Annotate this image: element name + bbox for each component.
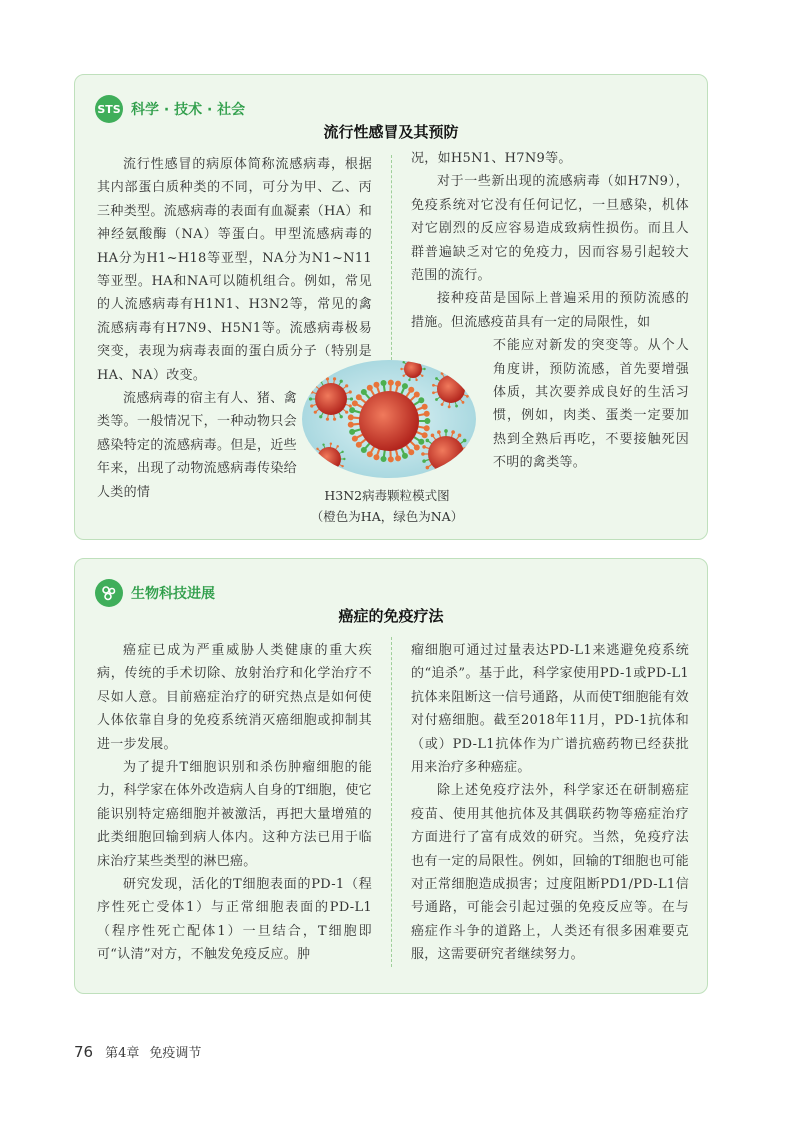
paragraph: 不能应对新发的突变等。从个人角度讲，预防流感，首先要增强体质，其次要养成良好的生活习惯，例如，肉类、蛋类一定要加热到全熟后再吃，不要接触死因不明的禽类等。 (493, 338, 689, 471)
paragraph: 研究发现，活化的T细胞表面的PD-1（程序性死亡受体1）与正常细胞表面的PD-L1（程序性死亡配体1）一旦结合，T细胞即可“认清”对方，不触发免疫反应。肿 (97, 877, 372, 963)
paragraph: 况，如H5N1、H7N9等。 (411, 151, 572, 166)
cancer-right-column (411, 639, 689, 967)
paragraph: 流行性感冒的病原体简称流感病毒，根据其内部蛋白质种类的不同，可分为甲、乙、丙三种类型。流感病毒的表面有血凝素（HA）和神经氨酸酶（NA）等蛋白。甲型流感病毒的HA分为H1~H18等亚型，NA分为N1~N11等亚型。HA和NA可以随机组合。例如，常见的人流感病毒有H1N1、H3N2等，常见的禽流感病毒有H7N9、H5N1等。流感病毒极易突变，表现为病毒表面的蛋白质分子（特别是HA、NA）改变。 (97, 157, 372, 383)
virus-icon (301, 359, 477, 479)
biotech-badge-label: 生物科技进展 (131, 586, 215, 602)
virus-illustration (301, 359, 477, 479)
page-number: 76 (74, 1043, 94, 1061)
column-divider (391, 637, 392, 967)
figure-caption (287, 485, 487, 527)
paragraph: 接种疫苗是国际上普遍采用的预防流感的措施。但流感疫苗具有一定的局限性，如 (411, 291, 689, 330)
chapter-title: 免疫调节 (149, 1046, 202, 1061)
flu-article-title: 流行性感冒及其预防 (323, 123, 459, 141)
caption-line: （橙色为HA，绿色为NA） (310, 509, 464, 524)
biotech-panel (74, 558, 708, 994)
sts-badge (95, 95, 245, 123)
paragraph: 流感病毒的宿主有人、猪、禽类等。一般情况下，一种动物只会感染特定的流感病毒。但是，近些年来，出现了动物流感病毒传染给人类的情 (97, 391, 297, 500)
biotech-badge (95, 579, 215, 607)
sts-panel (74, 74, 708, 540)
column-divider (391, 155, 392, 360)
sts-icon: STS (95, 95, 123, 123)
caption-line: H3N2病毒颗粒模式图 (324, 488, 450, 503)
cancer-left-column (97, 639, 372, 967)
paragraph: 瘤细胞可通过过量表达PD-L1来逃避免疫系统的“追杀”。基于此，科学家使用PD-1或PD-L1抗体来阻断这一信号通路，从而使T细胞能有效对付癌细胞。截至2018年11月，PD-1抗体和（或）PD-L1抗体作为广谱抗癌药物已经获批用来治疗多种癌症。 (411, 643, 689, 776)
cancer-article-title: 癌症的免疫疗法 (338, 607, 444, 625)
sts-badge-label: 科学 · 技术 · 社会 (131, 102, 246, 118)
paragraph: 为了提升T细胞识别和杀伤肿瘤细胞的能力，科学家在体外改造病人自身的T细胞，使它能识别特定癌细胞并被激活，再把大量增殖的此类细胞回输到病人体内。这种方法已用于临床治疗某些类型的淋巴癌。 (97, 760, 372, 869)
paragraph: 除上述免疫疗法外，科学家还在研制癌症疫苗、使用其他抗体及其偶联药物等癌症治疗方面进行了富有成效的研究。当然，免疫疗法也有一定的局限性。例如，回输的T细胞也可能对正常细胞造成损害；过度阻断PD1/PD-L1信号通路，可能会引起过强的免疫反应等。在与癌症作斗争的道路上，人类还有很多困难要克服，这需要研究者继续努力。 (411, 783, 689, 963)
chapter-number: 第4章 (105, 1046, 140, 1061)
page-footer (74, 1042, 201, 1061)
paragraph: 癌症已成为严重威胁人类健康的重大疾病，传统的手术切除、放射治疗和化学治疗不尽如人意。目前癌症治疗的研究热点是如何使人体依靠自身的免疫系统消灭癌细胞或抑制其进一步发展。 (97, 643, 372, 752)
paragraph: 对于一些新出现的流感病毒（如H7N9），免疫系统对它没有任何记忆，一旦感染，机体对它剧烈的反应容易造成致病性损伤。而且人群普遍缺乏对它的免疫力，因而容易引起较大范围的流行。 (411, 174, 689, 284)
biotech-icon (95, 579, 123, 607)
